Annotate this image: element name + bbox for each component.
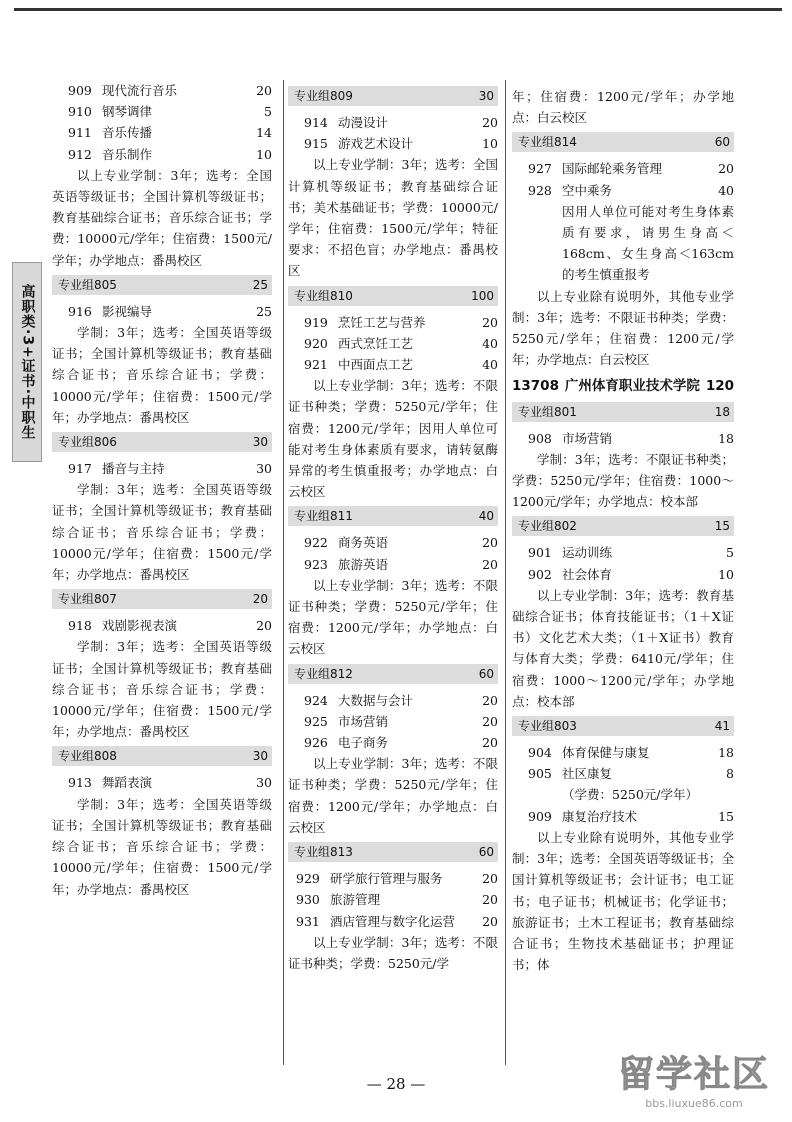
major-code: 923: [304, 556, 328, 572]
list-item: [304, 312, 498, 333]
school-code: 13708: [512, 378, 559, 395]
description: 以上专业学制：3年；选考：全国计算机等级证书；教育基础综合证书；美术基础证书；学费：10000元/学年；住宿费：1500元/学年；特征要求：不招色盲；办学地点：番禺校区: [288, 157, 498, 279]
page-number: — 28 —: [366, 1075, 426, 1093]
major-code: 904: [528, 745, 552, 761]
side-tab: 高职类·3+证书·中职生: [12, 262, 42, 462]
major-count: 20: [482, 871, 498, 887]
major-count: 5: [264, 104, 272, 120]
group-label: 专业组812: [294, 666, 353, 681]
group-header: [52, 432, 272, 452]
major-count: 20: [482, 692, 498, 708]
description: 以上专业除有说明外，其他专业学制：3年；选考：全国英语等级证书；全国计算机等级证书；会计证书；电工证书；电子证书；机械证书；化学证书；旅游证书；土木工程证书；教育基础综合证书；生物技术基础证书；护理证书；体: [512, 829, 734, 973]
major-code: 917: [68, 461, 92, 477]
major-name: 旅游管理: [330, 892, 381, 908]
list-item: [304, 133, 498, 154]
major-count: 30: [256, 461, 272, 477]
major-count: 15: [718, 808, 734, 824]
major-code: 924: [304, 692, 328, 708]
description: 学制：3年；选考：全国英语等级证书；全国计算机等级证书；教育基础综合证书；音乐综合证书；学费：10000元/学年；住宿费：1500元/学年；办学地点：番禺校区: [52, 325, 272, 425]
list-item: [304, 532, 498, 553]
major-count: 8: [726, 766, 734, 782]
major-code: 910: [68, 104, 92, 120]
top-rule: [14, 8, 782, 11]
group-header: [52, 746, 272, 766]
list-item: [68, 122, 272, 143]
major-name: 大数据与会计: [338, 692, 414, 708]
list-item: [304, 711, 498, 732]
major-count: 20: [482, 556, 498, 572]
major-code: 922: [304, 535, 328, 551]
description: 学制：3年；选考：不限证书种类；学费：5250元/学年；住宿费：1000～1200元/学年；办学地点：校本部: [512, 451, 734, 510]
list-item: [304, 354, 498, 375]
major-count: 10: [718, 566, 734, 582]
group-header: [288, 86, 498, 106]
list-item: [296, 889, 498, 910]
list-item: [528, 564, 734, 585]
major-name: 研学旅行管理与服务: [330, 871, 443, 887]
school-header: [512, 376, 734, 397]
description: 以上专业学制：3年；选考：不限证书种类；学费：5250元/学年；住宿费：1200元/学年；办学地点：白云校区: [288, 756, 498, 835]
group-count: 40: [478, 509, 494, 524]
major-count: 14: [256, 125, 272, 141]
major-code: 914: [304, 115, 328, 130]
description: 以上专业学制：3年；选考：不限证书种类；学费：5250元/学: [288, 934, 498, 971]
column-3: [512, 86, 734, 975]
major-name: 市场营销: [338, 713, 389, 729]
group-label: 专业组801: [518, 404, 577, 419]
major-name: 中西面点工艺: [338, 357, 414, 373]
group-count: 25: [252, 277, 268, 292]
major-code: 915: [304, 136, 328, 152]
major-code: 929: [296, 871, 320, 887]
column-1: [52, 80, 272, 900]
column-divider-1: [283, 80, 284, 1065]
description: 以上专业学制：3年；选考：教育基础综合证书；体育技能证书；（1＋X证书）文化艺术大类；（1＋X证书）教育与体育大类；学费：6410元/学年；住宿费：1000～1200元/学年；办学地点：校本部: [512, 587, 734, 709]
list-item: [68, 144, 272, 165]
major-count: 18: [718, 745, 734, 761]
major-code: 925: [304, 713, 328, 729]
major-code: 911: [68, 125, 92, 141]
major-note: （学费：5250元/学年）: [562, 787, 699, 803]
list-item: [528, 542, 734, 563]
group-header: [288, 286, 498, 306]
list-item: [304, 690, 498, 711]
major-name: 游戏艺术设计: [338, 136, 414, 152]
watermark-logo: [618, 1046, 770, 1110]
major-code: 916: [68, 303, 92, 319]
group-label: 专业组802: [518, 519, 577, 534]
major-count: 40: [718, 182, 734, 198]
major-name: 动漫设计: [338, 115, 389, 130]
watermark-text: 留学社区: [617, 1054, 770, 1095]
column-2: [288, 86, 498, 974]
school-count: 120: [705, 378, 734, 395]
list-item: [304, 554, 498, 575]
list-item: [528, 806, 734, 827]
group-count: 100: [471, 288, 494, 303]
list-item: [528, 180, 734, 201]
list-item: [68, 80, 272, 101]
major-name: 社区康复: [562, 766, 613, 782]
major-name: 现代流行音乐: [102, 83, 178, 98]
major-count: 20: [482, 913, 498, 929]
list-item: [68, 615, 272, 636]
major-name: 音乐制作: [102, 146, 153, 162]
watermark-url: bbs.liuxue86.com: [645, 1097, 743, 1110]
major-count: 20: [482, 892, 498, 908]
major-name: 运动训练: [562, 545, 613, 561]
major-name: 酒店管理与数字化运营: [330, 913, 456, 929]
major-name: 空中乘务: [562, 182, 613, 198]
major-name: 舞蹈表演: [102, 775, 153, 791]
major-name: 康复治疗技术: [562, 808, 638, 824]
group-label: 专业组813: [294, 845, 353, 860]
major-name: 国际邮轮乘务管理: [562, 161, 663, 177]
head-items: [52, 80, 272, 165]
major-name: 音乐传播: [102, 125, 153, 141]
major-code: 920: [304, 335, 328, 351]
group-label: 专业组806: [58, 435, 117, 450]
major-code: 912: [68, 146, 92, 162]
major-count: 40: [482, 335, 498, 351]
list-item: [68, 301, 272, 322]
group-label: 专业组810: [294, 288, 353, 303]
major-code: 913: [68, 775, 92, 791]
major-name: 市场营销: [562, 430, 613, 446]
major-name: 商务英语: [338, 535, 389, 551]
list-item: [68, 772, 272, 793]
group-count: 60: [714, 135, 730, 150]
group-count: 60: [478, 845, 494, 860]
description: 以上专业除有说明外，其他专业学制：3年；选考：不限证书种类；学费：5250元/学年；住宿费：1200元/学年；办学地点：白云校区: [512, 288, 734, 368]
list-item: [68, 458, 272, 479]
major-name: 电子商务: [338, 735, 389, 751]
major-name: 播音与主持: [102, 461, 165, 477]
list-item: [296, 911, 498, 932]
group-header: [512, 402, 734, 422]
major-name: 体育保健与康复: [562, 745, 650, 761]
major-code: 908: [528, 430, 552, 446]
group-count: 41: [714, 719, 730, 734]
major-code: 921: [304, 357, 328, 373]
description: 以上专业学制：3年；选考：不限证书种类；学费：5250元/学年；住宿费：1200元/学年；因用人单位可能对考生身体素质有要求，请转氨酶异常的考生慎重报考；办学地点：白云校区: [288, 378, 498, 500]
major-code: 909: [68, 83, 92, 98]
major-count: 20: [482, 115, 498, 130]
list-item: [304, 333, 498, 354]
major-count: 20: [482, 735, 498, 751]
major-count: 20: [482, 713, 498, 729]
major-code: 930: [296, 892, 320, 908]
list-item: [296, 868, 498, 889]
major-code: 902: [528, 566, 552, 582]
group-count: 15: [714, 519, 730, 534]
major-count: 5: [726, 545, 734, 561]
school-name: 广州体育职业技术学院: [564, 378, 700, 395]
list-item: [528, 742, 734, 763]
major-name: 西式烹饪工艺: [338, 335, 414, 351]
major-count: 20: [482, 535, 498, 551]
major-count: 20: [256, 83, 272, 98]
list-item: [528, 158, 734, 179]
major-name: 烹饪工艺与营养: [338, 314, 426, 330]
major-count: 10: [256, 146, 272, 162]
group-label: 专业组808: [58, 749, 117, 764]
major-count: 20: [718, 161, 734, 177]
major-code: 926: [304, 735, 328, 751]
group-count: 60: [478, 666, 494, 681]
major-name: 钢琴调律: [102, 104, 153, 120]
group-count: 30: [478, 89, 494, 103]
list-item: [528, 763, 734, 784]
major-count: 10: [482, 136, 498, 152]
description: 学制：3年；选考：全国英语等级证书；全国计算机等级证书；教育基础综合证书；音乐综合证书；学费：10000元/学年；住宿费：1500元/学年；办学地点：番禺校区: [52, 796, 272, 897]
group-label: 专业组805: [58, 277, 117, 292]
description: 以上专业学制：3年；选考：全国英语等级证书；全国计算机等级证书；教育基础综合证书；音乐综合证书；学费：10000元/学年；住宿费：1500元/学年；办学地点：番禺校区: [52, 167, 272, 268]
major-name: 社会体育: [562, 566, 613, 582]
group-label: 专业组814: [518, 135, 577, 150]
major-name: 影视编导: [102, 303, 153, 319]
major-count: 20: [482, 314, 498, 330]
group-count: 30: [252, 435, 268, 450]
major-count: 25: [256, 303, 272, 319]
major-code: 905: [528, 766, 552, 782]
group-label: 专业组807: [58, 592, 117, 607]
major-code: 909: [528, 808, 552, 824]
major-name: 旅游英语: [338, 556, 389, 572]
group-count: 20: [252, 592, 268, 607]
list-item: [68, 101, 272, 122]
major-code: 928: [528, 182, 552, 198]
group-header: [512, 516, 734, 536]
major-code: 918: [68, 618, 92, 634]
column-divider-2: [505, 80, 506, 1065]
group-header: [52, 589, 272, 609]
description: 学制：3年；选考：全国英语等级证书；全国计算机等级证书；教育基础综合证书；音乐综合证书；学费：10000元/学年；住宿费：1500元/学年；办学地点：番禺校区: [52, 639, 272, 740]
group-header: [288, 664, 498, 684]
list-item: [304, 112, 498, 133]
description: 学制：3年；选考：全国英语等级证书；全国计算机等级证书；教育基础综合证书；音乐综合证书；学费：10000元/学年；住宿费：1500元/学年；办学地点：番禺校区: [52, 482, 272, 583]
group-header: [52, 275, 272, 295]
major-name: 戏剧影视表演: [102, 618, 178, 634]
group-header: [288, 506, 498, 526]
major-count: 20: [256, 618, 272, 634]
major-code: 901: [528, 545, 552, 561]
major-code: 931: [296, 913, 320, 929]
description: 年；住宿费：1200元/学年；办学地点：白云校区: [512, 89, 734, 126]
major-code: 927: [528, 161, 552, 177]
major-code: 919: [304, 314, 328, 330]
group-label: 专业组809: [294, 89, 353, 103]
major-note: 因用人单位可能对考生身体素质有要求，请男生身高＜168cm、女生身高＜163cm的考生慎重报考: [562, 203, 734, 283]
list-item: [304, 732, 498, 753]
list-item: [528, 428, 734, 449]
group-label: 专业组811: [294, 509, 353, 524]
group-label: 专业组803: [518, 719, 577, 734]
group-header: [512, 716, 734, 736]
group-header: [288, 842, 498, 862]
major-count: 18: [718, 430, 734, 446]
major-count: 30: [256, 775, 272, 791]
description: 以上专业学制：3年；选考：不限证书种类；学费：5250元/学年；住宿费：1200元/学年；办学地点：白云校区: [288, 577, 498, 657]
group-count: 18: [714, 404, 730, 419]
group-count: 30: [252, 749, 268, 764]
group-header: [512, 132, 734, 152]
major-count: 40: [482, 357, 498, 373]
